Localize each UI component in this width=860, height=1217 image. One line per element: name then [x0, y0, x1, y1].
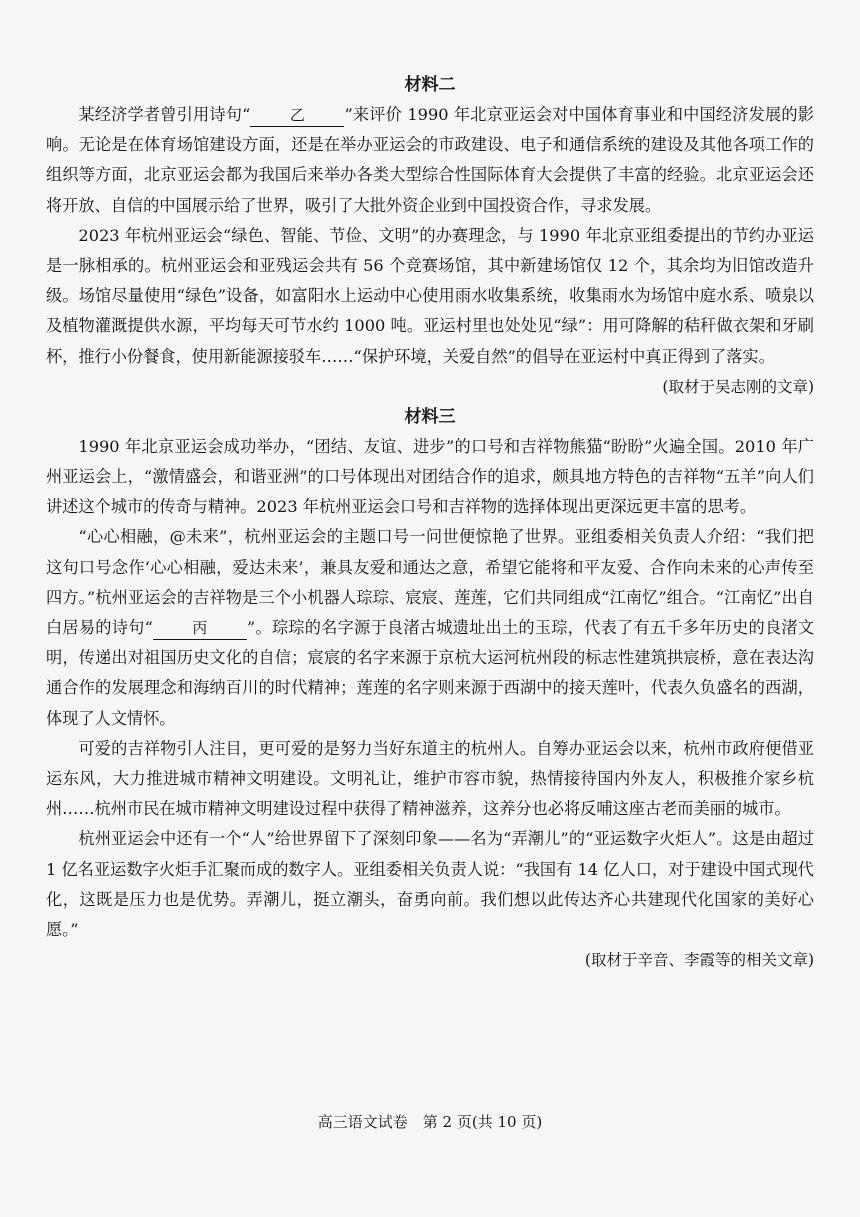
blank-yi: 乙 — [250, 104, 344, 127]
material-three-paragraph-4: 杭州亚运会中还有一个“人”给世界留下了深刻印象——名为“弄潮儿”的“亚运数字火炬人”。这是由超过 1 亿名亚运数字火炬手汇聚而成的数字人。亚组委相关负责人说：“我国有 14 亿人口，对于建设中国式现代化，这既是压力也是优势。弄潮儿，挺立潮头，奋勇向前。我们想以此传达齐心共建现代化国家的美好心愿。” — [46, 829, 814, 940]
blank-bing: 丙 — [153, 617, 247, 640]
material-two-paragraph-1 — [46, 100, 814, 221]
material-two-heading: 材料二 — [404, 75, 456, 95]
material-three-p2-start: “心心相融，@未来”，杭州亚运会的主题口号一问世便惊艳了世界。亚组委相关负责人介绍：“我们把这句口号念作‘心心相融，爱达未来’，兼具友爱和通达之意，希望它能将和平友爱、合作向未来的心声传至四方。”杭州亚运会的吉祥物是三个小机器人琮琮、宸宸、莲莲，它们共同组成“江南忆”组合。“江南忆”出自白居易的诗句“ — [46, 527, 814, 638]
material-three-paragraph-1: 1990 年北京亚运会成功举办，“团结、友谊、进步”的口号和吉祥物熊猫“盼盼”火遍全国。2010 年广州亚运会上，“激情盛会，和谐亚洲”的口号体现出对团结合作的追求，颇具地方特色的吉祥物“五羊”向人们讲述这个城市的传奇与精神。2023 年杭州亚运会口号和吉祥物的选择体现出更深远更丰富的思考。 — [46, 436, 814, 517]
material-two-p1-start: 某经济学者曾引用诗句“ — [78, 105, 251, 124]
material-two-p1-end: ”来评价 1990 年北京亚运会对中国体育事业和中国经济发展的影响。无论是在体育场馆建设方面，还是在举办亚运会的市政建设、电子和通信系统的建设及其他各项工作的组织等方面，北京亚运会都为我国后来举办各类大型综合性国际体育大会提供了丰富的经验。北京亚运会还将开放、自信的中国展示给了世界，吸引了大批外资企业到中国投资合作，寻求发展。 — [46, 105, 814, 215]
material-three-source: (取材于辛音、李霞等的相关文章) — [584, 951, 814, 970]
page-content — [46, 70, 814, 975]
material-two-paragraph-2: 2023 年杭州亚运会“绿色、智能、节俭、文明”的办赛理念，与 1990 年北京亚组委提出的节约办亚运是一脉相承的。杭州亚运会和亚残运会共有 56 个竞赛场馆，其中新建场馆仅 12 个，其余均为旧馆改造升级。场馆尽量使用“绿色”设备，如富阳水上运动中心使用雨水收集系统，收集雨水为场馆中庭水系、喷泉以及植物灌溉提供水源，平均每天可节水约 1000 吨。亚运村里也处处见“绿”：用可降解的秸秆做衣架和牙刷杯，推行小份餐食，使用新能源接驳车……“保护环境，关爱自然”的倡导在亚运村中真正得到了落实。 — [46, 225, 814, 366]
material-three-heading: 材料三 — [404, 406, 456, 427]
material-two-source: (取材于吴志刚的文章) — [662, 377, 814, 396]
material-three-paragraph-2 — [46, 522, 814, 733]
page-footer: 高三语文试卷 第 2 页(共 10 页) — [317, 1113, 543, 1131]
material-three-p2-end: ”。琮琮的名字源于良渚古城遗址出土的玉琮，代表了有五千多年历史的良渚文明，传递出对祖国历史文化的自信；宸宸的名字来源于京杭大运河杭州段的标志性建筑拱宸桥，意在表达沟通合作的发展理念和海纳百川的时代精神；莲莲的名字则来源于西湖中的接天莲叶，代表久负盛名的西湖，体现了人文情怀。 — [46, 618, 815, 728]
material-three-paragraph-3: 可爱的吉祥物引人注目，更可爱的是努力当好东道主的杭州人。自筹办亚运会以来，杭州市政府便借亚运东风，大力推进城市精神文明建设。文明礼让，维护市容市貌，热情接待国内外友人，积极推介家乡杭州……杭州市民在城市精神文明建设过程中获得了精神滋养，这养分也必将反哺这座古老而美丽的城市。 — [46, 738, 814, 819]
